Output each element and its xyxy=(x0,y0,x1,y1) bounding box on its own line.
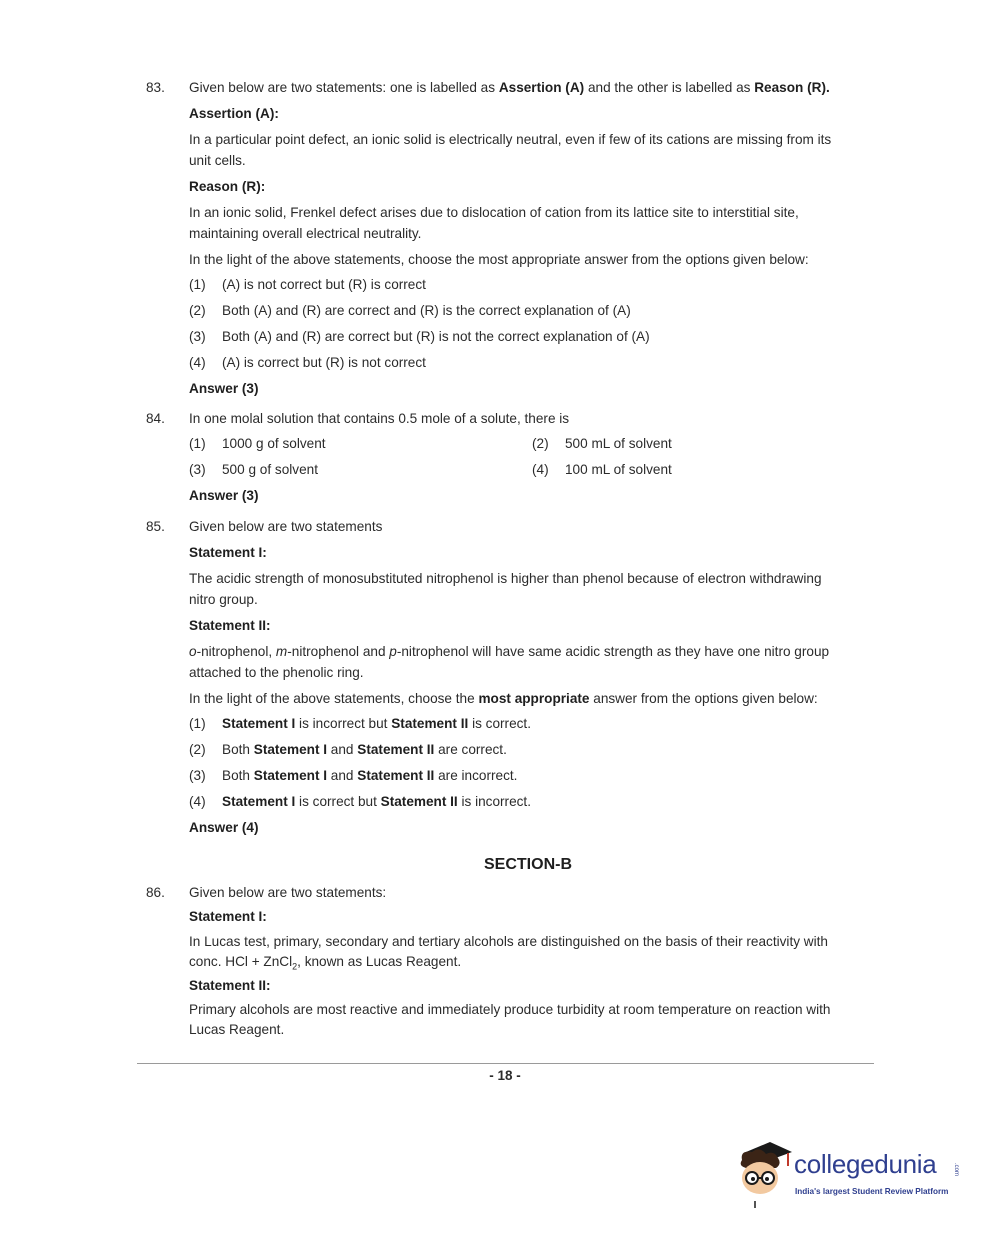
question-number: 86. xyxy=(146,885,165,900)
option-4: (4) (A) is correct but (R) is not correct xyxy=(189,355,426,370)
options-prompt: In the light of the above statements, choose the most appropriate answer from the options given below: xyxy=(189,691,818,706)
logo-domain: .com xyxy=(953,1163,959,1177)
option-3: (3) 500 g of solvent xyxy=(189,462,318,477)
footer-divider xyxy=(137,1063,874,1064)
options-prompt: In the light of the above statements, choose the most appropriate answer from the options given below: xyxy=(189,252,809,267)
option-1: (1) Statement I is incorrect but Statement II is correct. xyxy=(189,716,531,731)
option-2: (2) Both Statement I and Statement II are correct. xyxy=(189,742,507,757)
answer: Answer (3) xyxy=(189,381,259,396)
question-intro: Given below are two statements: xyxy=(189,885,387,900)
question-number: 85. xyxy=(146,519,165,534)
option-4: (4) Statement I is correct but Statement II is incorrect. xyxy=(189,794,531,809)
page-number: - 18 - xyxy=(489,1068,521,1083)
statement-2-label: Statement II: xyxy=(189,618,271,633)
statement-1-label: Statement I: xyxy=(189,909,267,924)
option-1: (1) (A) is not correct but (R) is correct xyxy=(189,277,426,292)
reason-text-line1: In an ionic solid, Frenkel defect arises due to dislocation of cation from its lattice site to interstitial site, xyxy=(189,205,799,220)
section-heading: SECTION-B xyxy=(484,856,572,873)
statement-2-label: Statement II: xyxy=(189,978,271,993)
question-intro: Given below are two statements xyxy=(189,519,383,534)
statement-2-line2: attached to the phenolic ring. xyxy=(189,665,364,680)
question-number: 84. xyxy=(146,411,165,426)
option-3: (3) Both Statement I and Statement II are incorrect. xyxy=(189,768,518,783)
statement-2-line1: o-nitrophenol, m-nitrophenol and p-nitrophenol will have same acidic strength as they have one nitro group xyxy=(189,644,830,659)
reason-label: Reason (R): xyxy=(189,179,266,194)
question-text: In one molal solution that contains 0.5 mole of a solute, there is xyxy=(189,411,570,426)
option-2: (2) 500 mL of solvent xyxy=(532,436,672,451)
answer: Answer (3) xyxy=(189,488,259,503)
statement-2-line1: Primary alcohols are most reactive and immediately produce turbidity at room temperature on reaction with xyxy=(189,1002,831,1017)
statement-1-line2: conc. HCl + ZnCl$_2$, known as Lucas Reagent. xyxy=(189,954,462,972)
question-intro: Given below are two statements: one is labelled as Assertion (A) and the other is labelled as Reason (R). xyxy=(189,80,830,95)
assertion-text-line2: unit cells. xyxy=(189,153,246,168)
statement-1-line2: nitro group. xyxy=(189,592,258,607)
logo-wordmark: collegedunia xyxy=(794,1149,937,1179)
logo-tagline: India's largest Student Review Platform xyxy=(795,1187,949,1196)
statement-1-label: Statement I: xyxy=(189,545,267,560)
assertion-text-line1: In a particular point defect, an ionic solid is electrically neutral, even if few of its cations are missing from its xyxy=(189,132,832,147)
option-1: (1) 1000 g of solvent xyxy=(189,436,326,451)
statement-2-line2: Lucas Reagent. xyxy=(189,1022,285,1037)
answer: Answer (4) xyxy=(189,820,259,835)
option-2: (2) Both (A) and (R) are correct and (R) is the correct explanation of (A) xyxy=(189,303,631,318)
statement-1-line1: In Lucas test, primary, secondary and tertiary alcohols are distinguished on the basis of their reactivity with xyxy=(189,934,828,949)
statement-1-line1: The acidic strength of monosubstituted nitrophenol is higher than phenol because of electron withdrawing xyxy=(189,571,822,586)
question-number: 83. xyxy=(146,80,165,95)
option-4: (4) 100 mL of solvent xyxy=(532,462,672,477)
assertion-label: Assertion (A): xyxy=(189,106,279,121)
reason-text-line2: maintaining overall electrical neutrality. xyxy=(189,226,422,241)
option-3: (3) Both (A) and (R) are correct but (R) is not the correct explanation of (A) xyxy=(189,329,650,344)
